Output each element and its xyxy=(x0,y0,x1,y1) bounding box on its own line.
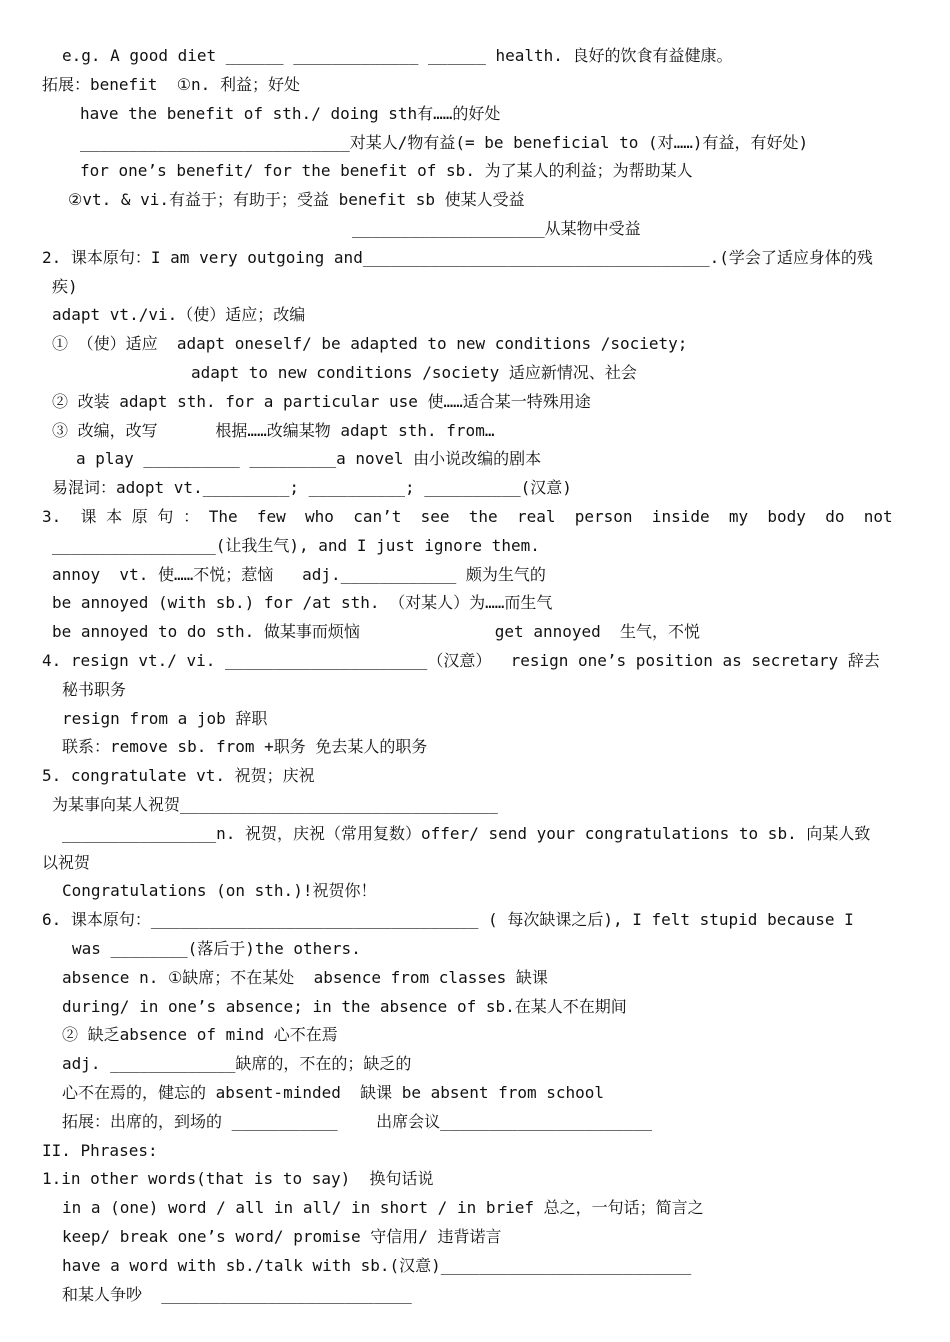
text-line: absence n. ①缺席；不在某处 absence from classes 缺课 xyxy=(62,968,548,987)
text-line: ② 缺乏absence of mind 心不在焉 xyxy=(62,1025,338,1044)
text-line: 3. 课 本 原 句 ： The few who can’t see the real person inside my body do not xyxy=(42,507,893,526)
text-line: 1.in other words(that is to say) 换句话说 xyxy=(42,1169,434,1188)
text-line: 易混词：adopt vt._________; __________; __________(汉意) xyxy=(52,478,572,497)
text-line: 拓展：benefit ①n. 利益；好处 xyxy=(42,75,300,94)
text-line: adapt to new conditions /society 适应新情况、社会 xyxy=(191,363,637,382)
text-line: a play __________ _________a novel 由小说改编的剧本 xyxy=(76,449,542,468)
text-line: be annoyed (with sb.) for /at sth. （对某人）为……而生气 xyxy=(52,593,553,612)
text-line: ________________n. 祝贺，庆祝（常用复数）offer/ send your congratulations to sb. 向某人致 xyxy=(62,824,871,843)
text-line: annoy vt. 使……不悦；惹恼 adj.____________ 颇为生气的 xyxy=(52,565,546,584)
text-line: 疾) xyxy=(52,277,78,296)
text-line: 5. congratulate vt. 祝贺；庆祝 xyxy=(42,766,315,785)
text-line: 心不在焉的，健忘的 absent-minded 缺课 be absent from school xyxy=(62,1083,605,1102)
text-line: adj. _____________缺席的，不在的；缺乏的 xyxy=(62,1054,412,1073)
text-line: e.g. A good diet ______ _____________ ______ health. 良好的饮食有益健康。 xyxy=(62,46,733,65)
text-line: during/ in one’s absence; in the absence of sb.在某人不在期间 xyxy=(62,997,627,1016)
text-line: 拓展：出席的，到场的 ___________ 出席会议______________________ xyxy=(62,1112,653,1131)
text-line: adapt vt./vi.（使）适应；改编 xyxy=(52,305,306,324)
text-line: ②vt. & vi.有益于；有助于；受益 benefit sb 使某人受益 xyxy=(68,190,525,209)
text-line: was ________(落后于)the others. xyxy=(72,939,361,958)
text-line: ____________________从某物中受益 xyxy=(352,219,641,238)
text-line: resign from a job 辞职 xyxy=(62,709,268,728)
text-line: ____________________________对某人/物有益(= be beneficial to (对……)有益，有好处) xyxy=(80,133,809,152)
text-line: 和某人争吵 __________________________ xyxy=(62,1285,412,1304)
text-line: ③ 改编，改写 根据……改编某物 adapt sth. from… xyxy=(52,421,495,440)
text-line: 联系：remove sb. from +职务 免去某人的职务 xyxy=(62,737,428,756)
text-line: 秘书职务 xyxy=(62,680,127,699)
text-line: have a word with sb./talk with sb.(汉意)__________________________ xyxy=(62,1256,692,1275)
text-line: in a (one) word / all in all/ in short / in brief 总之，一句话；简言之 xyxy=(62,1198,704,1217)
text-line: 为某事向某人祝贺_________________________________ xyxy=(52,795,498,814)
text-line: 以祝贺 xyxy=(42,853,91,872)
text-line: have the benefit of sth./ doing sth有……的好处 xyxy=(80,104,501,123)
text-line: 2. 课本原句：I am very outgoing and____________________________________.(学会了适应身体的残 xyxy=(42,248,873,267)
text-line: 4. resign vt./ vi. _____________________（汉意） resign one’s position as secretary 辞去 xyxy=(42,651,880,670)
section-heading: II. Phrases: xyxy=(42,1141,158,1160)
text-line: Congratulations (on sth.)!祝贺你！ xyxy=(62,881,377,900)
text-line: for one’s benefit/ for the benefit of sb. 为了某人的利益；为帮助某人 xyxy=(80,161,693,180)
text-line: keep/ break one’s word/ promise 守信用/ 违背诺言 xyxy=(62,1227,502,1246)
text-line: _________________(让我生气), and I just ignore them. xyxy=(52,536,540,555)
text-line: ② 改装 adapt sth. for a particular use 使……适合某一特殊用途 xyxy=(52,392,591,411)
text-line: ① （使）适应 adapt oneself/ be adapted to new conditions /society; xyxy=(52,334,688,353)
text-line: be annoyed to do sth. 做某事而烦恼 get annoyed 生气，不悦 xyxy=(52,622,701,641)
text-line: 6. 课本原句：__________________________________ ( 每次缺课之后), I felt stupid because I xyxy=(42,910,854,929)
